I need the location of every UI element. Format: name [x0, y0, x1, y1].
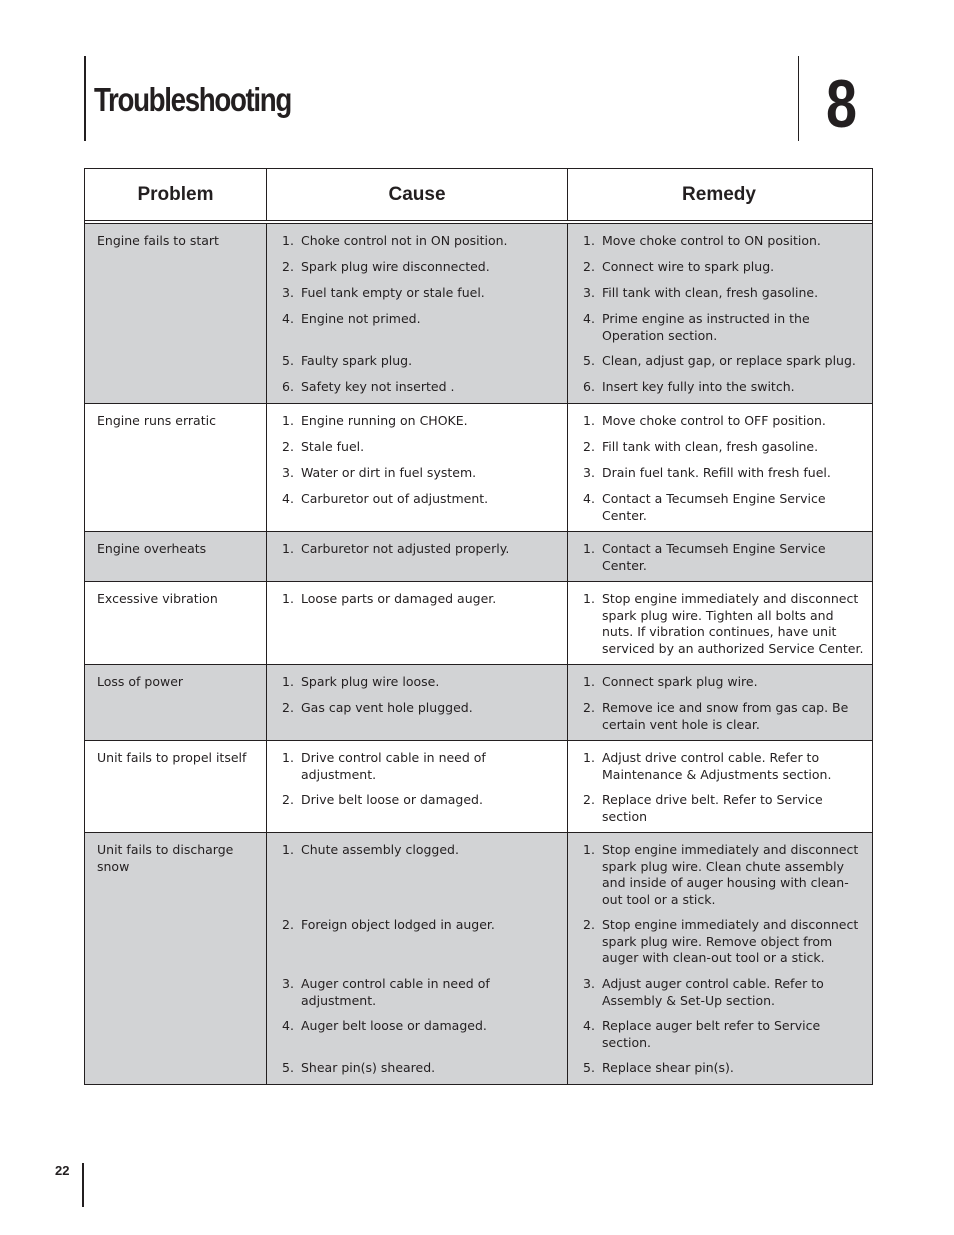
table-row [85, 582, 872, 665]
item-number: 1. [282, 674, 294, 689]
item-number: 2. [282, 700, 294, 715]
remedy-item [583, 413, 864, 430]
item-number: 1. [282, 413, 294, 428]
problem-cell [85, 665, 267, 740]
remedy-text: Stop engine immediately and disconnect spark plug wire. Remove object from auger with clean-out tool or a stick. [602, 917, 859, 965]
item-number: 3. [282, 465, 294, 480]
remedy-item [583, 674, 864, 691]
cause-text: Engine running on CHOKE. [301, 413, 468, 428]
item-number: 3. [583, 976, 595, 991]
remedy-item [583, 976, 864, 1009]
item-number: 1. [282, 541, 294, 556]
cause-item [282, 700, 561, 733]
cause-text: Drive control cable in need of adjustment. [301, 750, 486, 782]
remedy-text: Clean, adjust gap, or replace spark plug. [602, 353, 856, 368]
problem-text: Excessive vibration [97, 591, 218, 606]
table-row [85, 833, 872, 1084]
page-number: 22 [55, 1163, 70, 1178]
cause-text: Chute assembly clogged. [301, 842, 459, 857]
cause-text: Safety key not inserted . [301, 379, 455, 394]
cause-text: Drive belt loose or damaged. [301, 792, 483, 807]
item-number: 5. [282, 353, 294, 368]
item-number: 3. [583, 285, 595, 300]
remedy-item [583, 233, 864, 250]
column-header-cause: Cause [267, 169, 568, 220]
cause-text: Carburetor out of adjustment. [301, 491, 489, 506]
remedy-text: Drain fuel tank. Refill with fresh fuel. [602, 465, 831, 480]
cause-text: Loose parts or damaged auger. [301, 591, 497, 606]
item-number: 1. [583, 413, 595, 428]
item-number: 4. [583, 311, 595, 326]
table-body [85, 224, 872, 1084]
item-number: 3. [282, 285, 294, 300]
remedy-text: Insert key fully into the switch. [602, 379, 795, 394]
problem-text: Unit fails to discharge snow [97, 842, 234, 874]
header-rule-right [798, 56, 799, 141]
cause-cell [267, 404, 568, 531]
cause-cell [267, 741, 568, 832]
cause-item [282, 465, 561, 482]
problem-text: Engine overheats [97, 541, 207, 556]
remedy-item [583, 917, 864, 967]
item-number: 1. [282, 233, 294, 248]
item-number: 1. [583, 674, 595, 689]
problem-text: Engine runs erratic [97, 413, 216, 428]
remedy-item [583, 842, 864, 908]
remedy-text: Replace shear pin(s). [602, 1060, 734, 1075]
cause-item [282, 259, 561, 276]
remedy-text: Move choke control to OFF position. [602, 413, 826, 428]
troubleshooting-table [84, 168, 873, 1085]
item-number: 2. [583, 917, 595, 932]
item-number: 6. [282, 379, 294, 394]
item-number: 4. [282, 311, 294, 326]
table-row [85, 224, 872, 404]
remedy-cell [568, 404, 870, 531]
remedy-text: Adjust drive control cable. Refer to Maintenance & Adjustments section. [602, 750, 832, 782]
problem-cell [85, 404, 267, 531]
remedy-item [583, 311, 864, 344]
problem-text: Engine fails to start [97, 233, 219, 248]
remedy-text: Prime engine as instructed in the Operation section. [602, 311, 810, 343]
cause-text: Choke control not in ON position. [301, 233, 508, 248]
problem-cell [85, 582, 267, 664]
cause-text: Foreign object lodged in auger. [301, 917, 495, 932]
cause-text: Auger belt loose or damaged. [301, 1018, 487, 1033]
cause-item [282, 285, 561, 302]
remedy-text: Replace drive belt. Refer to Service section [602, 792, 823, 824]
remedy-text: Contact a Tecumseh Engine Service Center. [602, 541, 826, 573]
problem-text: Loss of power [97, 674, 184, 689]
cause-text: Faulty spark plug. [301, 353, 413, 368]
remedy-text: Connect spark plug wire. [602, 674, 758, 689]
cause-cell [267, 665, 568, 740]
cause-item [282, 842, 561, 908]
problem-cell [85, 741, 267, 832]
cause-text: Stale fuel. [301, 439, 365, 454]
item-number: 2. [583, 439, 595, 454]
remedy-cell [568, 224, 870, 403]
remedy-text: Connect wire to spark plug. [602, 259, 775, 274]
cause-text: Engine not primed. [301, 311, 421, 326]
cause-item [282, 353, 561, 370]
item-number: 1. [583, 591, 595, 606]
cause-text: Water or dirt in fuel system. [301, 465, 477, 480]
remedy-item [583, 750, 864, 783]
item-number: 1. [282, 750, 294, 765]
problem-cell [85, 224, 267, 403]
chapter-number: 8 [826, 66, 858, 142]
cause-item [282, 1060, 561, 1077]
remedy-text: Move choke control to ON position. [602, 233, 821, 248]
item-number: 3. [583, 465, 595, 480]
remedy-item [583, 285, 864, 302]
cause-item [282, 792, 561, 825]
problem-cell [85, 532, 267, 581]
item-number: 4. [282, 1018, 294, 1033]
remedy-item [583, 439, 864, 456]
table-row [85, 741, 872, 833]
cause-item [282, 674, 561, 691]
cause-text: Spark plug wire loose. [301, 674, 440, 689]
cause-item [282, 917, 561, 967]
remedy-item [583, 591, 864, 657]
problem-text: Unit fails to propel itself [97, 750, 247, 765]
cause-cell [267, 582, 568, 664]
footer-rule [82, 1163, 84, 1207]
item-number: 5. [583, 353, 595, 368]
cause-item [282, 1018, 561, 1051]
remedy-item [583, 1018, 864, 1051]
cause-cell [267, 224, 568, 403]
table-row [85, 532, 872, 582]
cause-item [282, 750, 561, 783]
item-number: 2. [282, 439, 294, 454]
column-header-problem: Problem [85, 169, 267, 220]
remedy-item [583, 353, 864, 370]
cause-cell [267, 532, 568, 581]
remedy-item [583, 541, 864, 574]
item-number: 1. [583, 842, 595, 857]
cause-text: Fuel tank empty or stale fuel. [301, 285, 485, 300]
remedy-cell [568, 833, 870, 1084]
item-number: 6. [583, 379, 595, 394]
item-number: 1. [282, 842, 294, 857]
header-rule-left [84, 56, 86, 141]
cause-text: Spark plug wire disconnected. [301, 259, 490, 274]
cause-item [282, 311, 561, 344]
item-number: 2. [583, 700, 595, 715]
table-row [85, 665, 872, 741]
item-number: 2. [282, 259, 294, 274]
remedy-cell [568, 665, 870, 740]
remedy-text: Remove ice and snow from gas cap. Be certain vent hole is clear. [602, 700, 849, 732]
remedy-cell [568, 532, 870, 581]
item-number: 1. [583, 541, 595, 556]
item-number: 4. [583, 1018, 595, 1033]
item-number: 5. [583, 1060, 595, 1075]
item-number: 1. [583, 750, 595, 765]
remedy-text: Stop engine immediately and disconnect spark plug wire. Tighten all bolts and nuts. If vibration continues, have unit serviced by an authorized Service Center. [602, 591, 864, 656]
cause-item [282, 379, 561, 396]
item-number: 4. [583, 491, 595, 506]
cause-item [282, 491, 561, 524]
remedy-item [583, 491, 864, 524]
cause-cell [267, 833, 568, 1084]
remedy-cell [568, 741, 870, 832]
column-header-remedy: Remedy [682, 183, 756, 205]
page-title: Troubleshooting [94, 81, 291, 118]
table-row [85, 404, 872, 532]
cause-text: Shear pin(s) sheared. [301, 1060, 436, 1075]
remedy-text: Replace auger belt refer to Service section. [602, 1018, 821, 1050]
remedy-text: Adjust auger control cable. Refer to Assembly & Set-Up section. [602, 976, 824, 1008]
cause-item [282, 413, 561, 430]
item-number: 1. [583, 233, 595, 248]
item-number: 5. [282, 1060, 294, 1075]
cause-item [282, 541, 561, 574]
remedy-text: Stop engine immediately and disconnect spark plug wire. Clean chute assembly and inside of auger housing with clean-out tool or a stick. [602, 842, 859, 907]
cause-text: Carburetor not adjusted properly. [301, 541, 510, 556]
remedy-text: Contact a Tecumseh Engine Service Center. [602, 491, 826, 523]
remedy-cell [568, 582, 870, 664]
remedy-item [583, 792, 864, 825]
cause-item [282, 976, 561, 1009]
cause-text: Gas cap vent hole plugged. [301, 700, 473, 715]
item-number: 2. [282, 792, 294, 807]
cause-text: Auger control cable in need of adjustment. [301, 976, 490, 1008]
table-header-row [85, 169, 872, 224]
remedy-item [583, 700, 864, 733]
item-number: 3. [282, 976, 294, 991]
item-number: 2. [583, 792, 595, 807]
item-number: 2. [583, 259, 595, 274]
item-number: 4. [282, 491, 294, 506]
cause-item [282, 233, 561, 250]
remedy-item [583, 379, 864, 396]
cause-item [282, 591, 561, 657]
item-number: 2. [282, 917, 294, 932]
remedy-text: Fill tank with clean, fresh gasoline. [602, 439, 819, 454]
item-number: 1. [282, 591, 294, 606]
remedy-item [583, 465, 864, 482]
remedy-item [583, 259, 864, 276]
problem-cell [85, 833, 267, 1084]
remedy-text: Fill tank with clean, fresh gasoline. [602, 285, 819, 300]
cause-item [282, 439, 561, 456]
remedy-item [583, 1060, 864, 1077]
